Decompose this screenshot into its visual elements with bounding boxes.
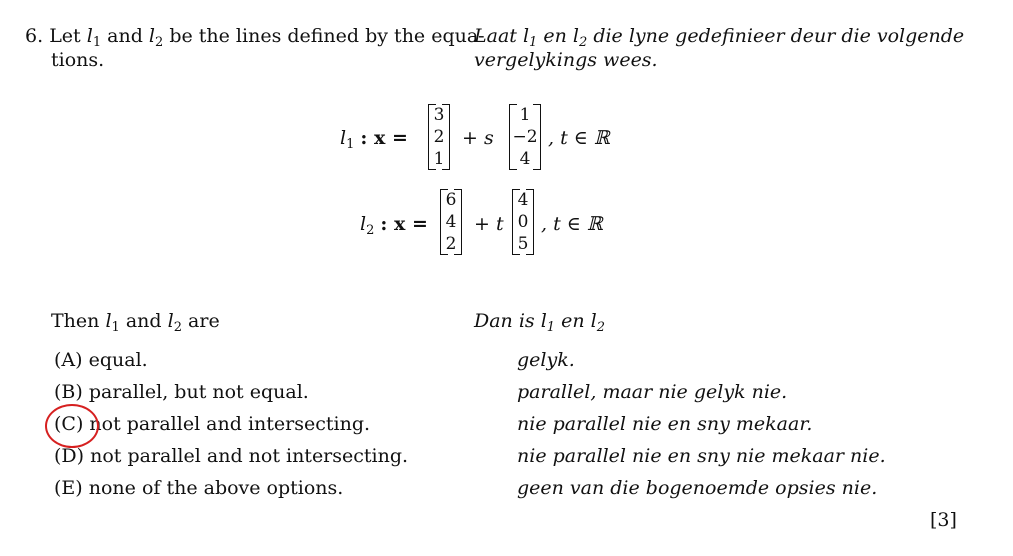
option-e[interactable] [54,476,343,500]
option-a[interactable] [54,348,148,372]
option-c-af: nie parallel nie en sny mekaar. [517,413,813,435]
prompt-en: Then $l_1$ and $l_2$ are [51,310,220,335]
option-text-en: none of the above options. [88,477,344,499]
question-intro-af-line2: vergelykings wees. [474,49,658,71]
matrix-l2-point: 6 4 2 [440,189,462,255]
option-text-en: not parallel and intersecting. [89,413,371,435]
prompt-af: Dan is $l_1$ en $l_2$ [474,310,606,335]
option-c[interactable] [54,412,370,436]
question-intro-en: 6. Let $l_1$ and $l_2$ be the lines defined by the equa- [25,25,485,50]
question-intro-en-line2: tions. [51,49,105,71]
option-label: (C) [54,413,84,435]
option-d[interactable] [54,444,408,468]
option-text-en: not parallel and not intersecting. [90,445,409,467]
option-label: (E) [54,477,83,499]
option-label: (A) [54,349,83,371]
option-e-af: geen van die bogenoemde opsies nie. [517,477,878,499]
selected-answer-circle-mark [45,404,99,448]
marks-label: [3] [930,509,957,531]
matrix-l2-direction: 4 0 5 [512,189,534,255]
matrix-l1-point: 3 2 1 [428,104,450,170]
matrix-l1-direction: 1 −2 4 [509,104,541,170]
equation-l2-param: + t [474,213,504,235]
equation-l2-tail: , t ∈ ℝ [541,213,603,235]
equation-l1-lhs: $l_1$ : x = [340,127,408,152]
option-label: (B) [54,381,83,403]
question-number: 6. [25,25,44,47]
equation-l2-lhs: $l_2$ : x = [360,213,428,238]
equation-l1-tail: , t ∈ ℝ [548,127,610,149]
option-b[interactable] [54,380,309,404]
option-a-af: gelyk. [517,349,575,371]
option-text-en: equal. [88,349,148,371]
option-label: (D) [54,445,85,467]
option-text-en: parallel, but not equal. [88,381,309,403]
option-d-af: nie parallel nie en sny nie mekaar nie. [517,445,886,467]
option-b-af: parallel, maar nie gelyk nie. [517,381,788,403]
equation-l1-param: + s [462,127,494,149]
question-intro-af: Laat $l_1$ en $l_2$ die lyne gedefinieer deur die volgende [474,25,965,50]
